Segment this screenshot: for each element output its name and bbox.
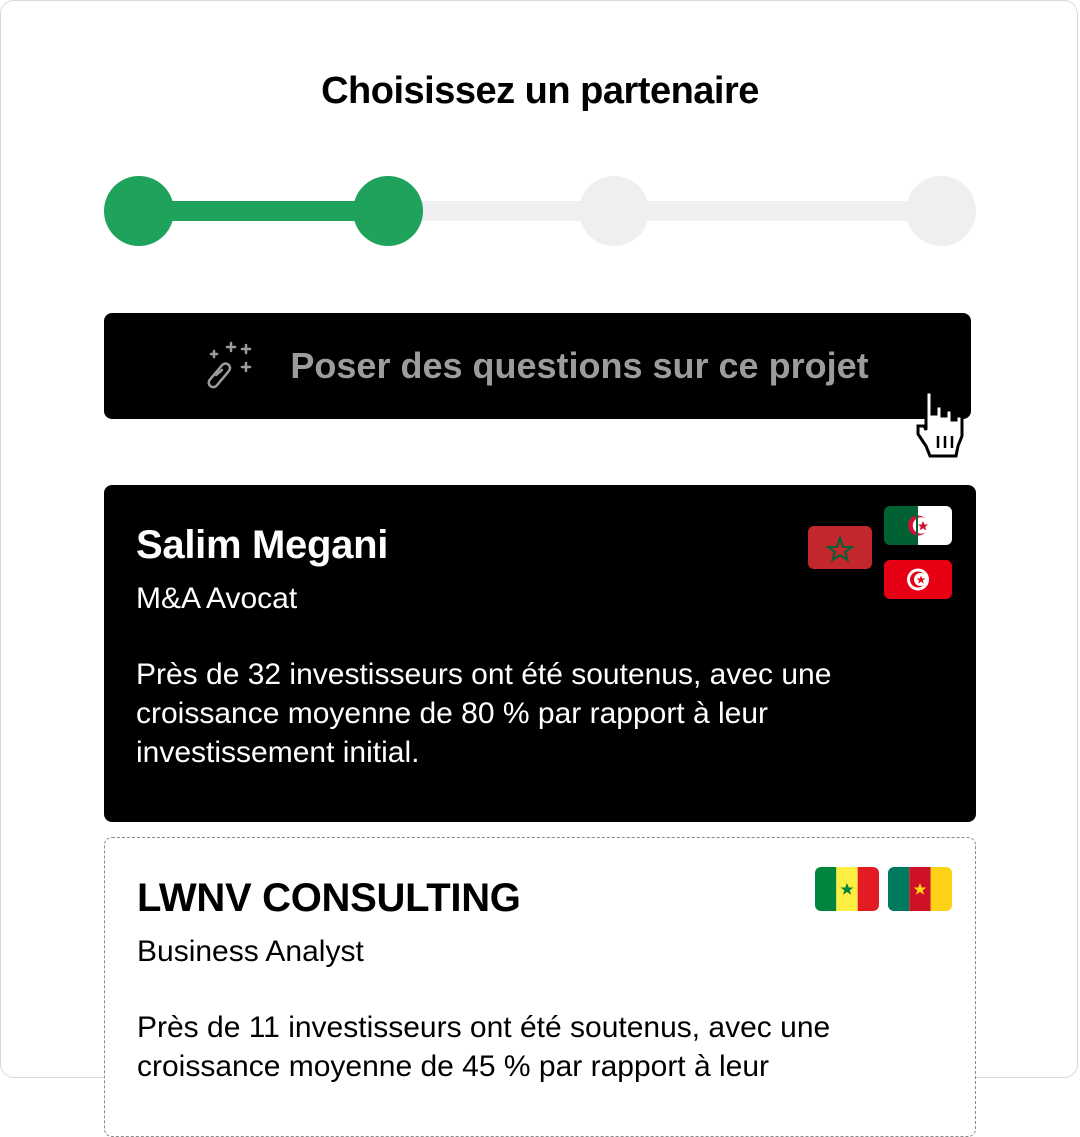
step-3[interactable] [579, 176, 649, 246]
progress-stepper [104, 176, 976, 248]
partner-description: Près de 32 investisseurs ont été soutenus, avec une croissance moyenne de 80 % par rapport à leur investissement initial. [136, 658, 832, 769]
hand-cursor-icon [912, 384, 984, 464]
senegal-flag-icon [815, 867, 879, 911]
cameroon-flag-icon [888, 867, 952, 911]
step-4[interactable] [906, 176, 976, 246]
page-title: Choisissez un partenaire [321, 70, 759, 112]
partner-description: Près de 11 investisseurs ont été soutenus, avec une croissance moyenne de 45 % par rapport à leur [137, 1011, 831, 1083]
step-1[interactable] [104, 176, 174, 246]
tunisia-flag-icon [884, 560, 952, 599]
algeria-flag-icon [884, 506, 952, 545]
partner-name: Salim Megani [136, 523, 389, 567]
magic-wand-icon [206, 341, 256, 391]
ask-questions-label: Poser des questions sur ce projet [290, 345, 869, 386]
morocco-flag-icon [808, 526, 872, 569]
partner-role: Business Analyst [137, 935, 364, 968]
ask-questions-button[interactable] [104, 313, 971, 419]
step-2[interactable] [353, 176, 423, 246]
partner-name: LWNV CONSULTING [137, 876, 521, 920]
partner-card[interactable] [104, 837, 976, 1137]
partner-role: M&A Avocat [136, 582, 298, 615]
partner-card[interactable] [104, 485, 976, 822]
